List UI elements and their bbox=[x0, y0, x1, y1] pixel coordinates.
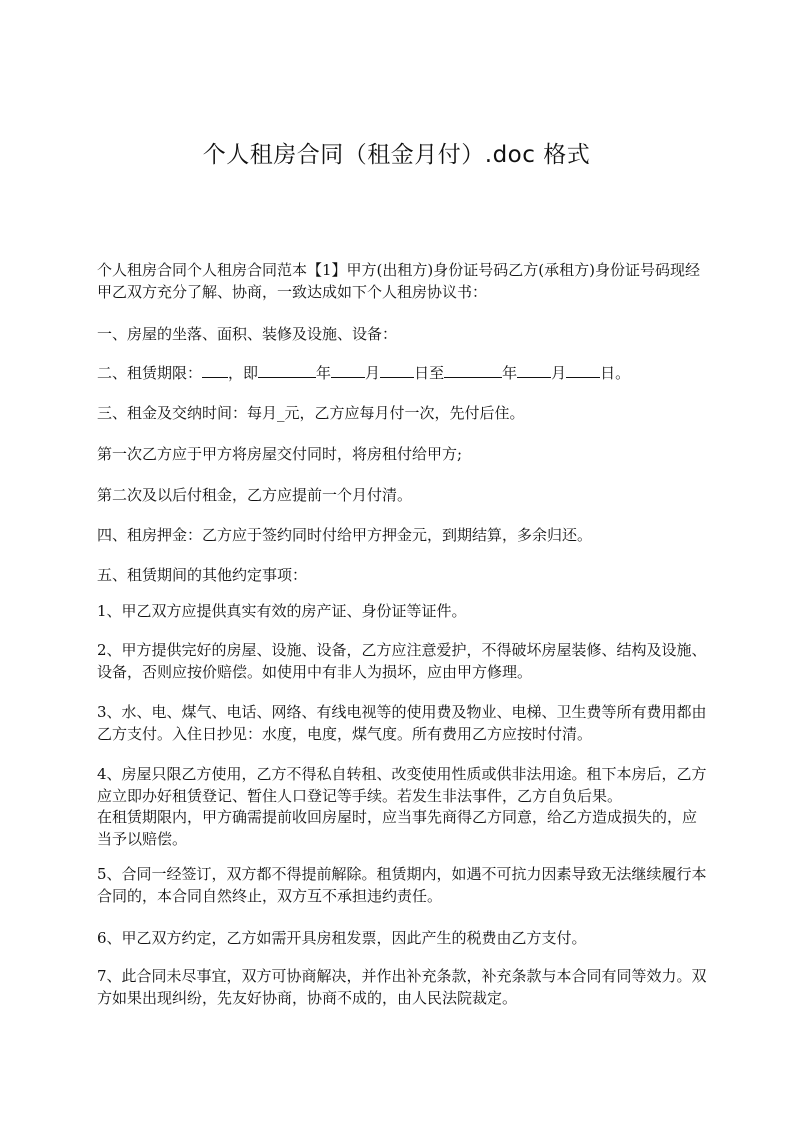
blank-line bbox=[444, 362, 502, 378]
blank-line bbox=[380, 362, 414, 378]
item-3: 3、水、电、煤气、电话、网络、有线电视等的使用费及物业、电梯、卫生费等所有费用都由乙方支付。入住日抄见：水度，电度，煤气度。所有费用乙方应按时付清。 bbox=[97, 703, 707, 743]
blank-line bbox=[566, 362, 600, 378]
item-1: 1、甲乙双方应提供真实有效的房产证、身份证等证件。 bbox=[97, 602, 467, 620]
item-2: 2、甲方提供完好的房屋、设施、设备，乙方应注意爱护，不得破坏房屋装修、结构及设施、设备，否则应按价赔偿。如使用中有非人为损坏，应由甲方修理。 bbox=[97, 641, 707, 681]
clause-2-text: 月 bbox=[551, 364, 567, 382]
blank-line bbox=[331, 362, 365, 378]
clause-2-text: ，即 bbox=[228, 364, 259, 382]
clause-2-prefix: 二、租赁期限： bbox=[97, 364, 203, 382]
payment-first: 第一次乙方应于甲方将房屋交付同时，将房租付给甲方; bbox=[97, 445, 463, 463]
clause-2-text: 月 bbox=[365, 364, 381, 382]
payment-later: 第二次及以后付租金，乙方应提前一个月付清。 bbox=[97, 486, 413, 504]
clause-1: 一、房屋的坐落、面积、装修及设施、设备： bbox=[97, 325, 398, 343]
clause-5: 五、租赁期间的其他约定事项： bbox=[97, 566, 308, 584]
clause-4: 四、租房押金：乙方应于签约同时付给甲方押金元，到期结算，多余归还。 bbox=[97, 526, 593, 544]
clause-2-text: 年 bbox=[502, 364, 518, 382]
clause-3: 三、租金及交纳时间：每月_元，乙方应每月付一次，先付后住。 bbox=[97, 404, 525, 422]
item-4: 4、房屋只限乙方使用，乙方不得私自转租、改变使用性质或供非法用途。租下本房后，乙方应立即办好租赁登记、暂住人口登记等手续。若发生非法事件，乙方自负后果。 bbox=[97, 765, 707, 805]
document-title: 个人租房合同（租金月付）.doc 格式 bbox=[202, 142, 591, 168]
item-5: 5、合同一经签订，双方都不得提前解除。租赁期内，如遇不可抗力因素导致无法继续履行本合同的，本合同自然终止，双方互不承担违约责任。 bbox=[97, 865, 707, 905]
blank-line bbox=[202, 362, 228, 378]
item-7: 7、此合同未尽事宜，双方可协商解决，并作出补充条款，补充条款与本合同有同等效力。双方如果出现纠纷，先友好协商，协商不成的，由人民法院裁定。 bbox=[97, 967, 707, 1007]
clause-2 bbox=[97, 362, 707, 384]
clause-2-text: 日。 bbox=[600, 364, 631, 382]
clause-2-text: 日至 bbox=[414, 364, 445, 382]
item-4-continued: 在租赁期限内，甲方确需提前收回房屋时，应当事先商得乙方同意，给乙方造成损失的，应当予以赔偿。 bbox=[97, 808, 698, 848]
clause-2-text: 年 bbox=[316, 364, 332, 382]
item-6: 6、甲乙双方约定，乙方如需开具房租发票，因此产生的税费由乙方支付。 bbox=[97, 929, 587, 947]
intro-paragraph: 个人租房合同个人租房合同范本【1】甲方(出租方)身份证号码乙方(承租方)身份证号码现经甲乙双方充分了解、协商，一致达成如下个人租房协议书： bbox=[97, 261, 700, 301]
blank-line bbox=[517, 362, 551, 378]
blank-line bbox=[258, 362, 316, 378]
